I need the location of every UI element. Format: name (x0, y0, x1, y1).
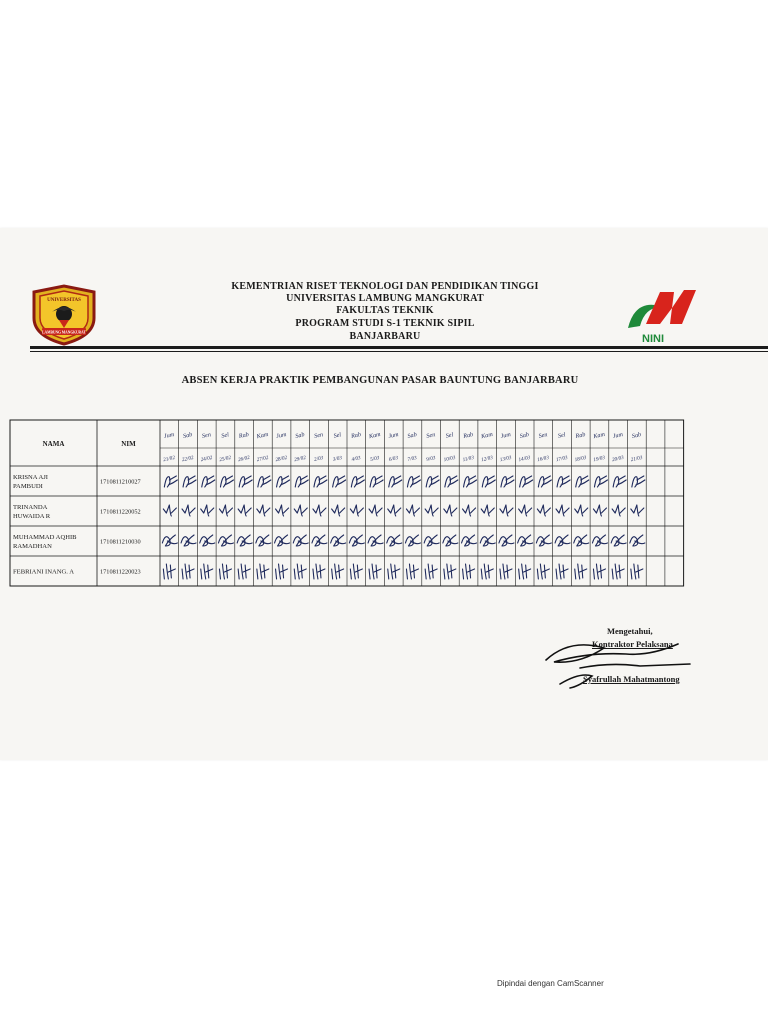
signature-febriani-icon (481, 564, 493, 579)
signature-aqhib-icon (536, 535, 551, 546)
letterhead-university: UNIVERSITAS LAMBUNG MANGKURAT (286, 293, 484, 304)
signature-krisna-icon (351, 476, 364, 487)
day-label: Jum (612, 431, 624, 441)
signature-aqhib-icon (275, 535, 290, 546)
date-label: 20/03 (611, 454, 625, 464)
date-label: 28/02 (274, 454, 288, 464)
signature-aqhib-icon (293, 535, 308, 546)
signature-trinanda-icon (257, 505, 270, 516)
date-label: 4/03 (351, 455, 362, 463)
signature-aqhib-icon (592, 535, 607, 546)
signature-krisna-icon (482, 476, 495, 487)
signature-krisna-icon (295, 476, 308, 487)
signature-febriani-icon (294, 564, 306, 579)
signature-aqhib-icon (630, 535, 645, 546)
signature-aqhib-icon (331, 535, 346, 546)
letterhead-ministry: KEMENTRIAN RISET TEKNOLOGI DAN PENDIDIKAN TINGGI (231, 281, 539, 292)
date-label: 6/03 (388, 455, 399, 463)
letterhead-city: BANJARBARU (349, 331, 421, 342)
signature-aqhib-icon (424, 535, 439, 546)
signature-trinanda-icon (332, 505, 345, 516)
letterhead-faculty: FAKULTAS TEKNIK (336, 305, 434, 316)
signature-krisna-icon (538, 476, 551, 487)
date-label: 17/03 (555, 454, 569, 464)
signature-krisna-icon (594, 476, 607, 487)
date-label: 26/02 (237, 454, 251, 464)
date-label: 24/02 (200, 454, 213, 464)
date-label: 9/03 (425, 455, 437, 463)
date-label: 7/03 (407, 455, 418, 463)
day-label: Sab (631, 431, 642, 440)
signature-febriani-icon (463, 564, 475, 579)
acknowledgement-name: Syafrullah Mahatmantong (583, 674, 680, 684)
signature-krisna-icon (202, 476, 215, 487)
signature-krisna-icon (277, 476, 290, 487)
signature-aqhib-icon (387, 535, 402, 546)
signature-krisna-icon (407, 476, 420, 487)
date-label: 2/03 (313, 455, 324, 463)
day-label: Sen (313, 431, 324, 440)
row-nim: 1710811210030 (100, 538, 141, 546)
signature-febriani-icon (388, 564, 400, 579)
row-name: TRINANDA (13, 504, 48, 511)
row-name: RAMADHAN (13, 543, 52, 550)
signature-krisna-icon (501, 476, 514, 487)
signature-trinanda-icon (425, 505, 438, 516)
signature-supervisor-icon (540, 628, 700, 698)
signature-aqhib-icon (162, 535, 177, 546)
signature-aqhib-icon (499, 535, 514, 546)
signature-trinanda-icon (406, 505, 419, 516)
day-label: Rab (350, 431, 362, 440)
day-label: Sab (406, 431, 418, 440)
day-label: Kam (256, 430, 269, 441)
day-label: Sel (445, 431, 454, 440)
signature-trinanda-icon (294, 505, 307, 516)
signature-trinanda-icon (463, 505, 476, 516)
signature-aqhib-icon (405, 535, 420, 546)
row-name: HUWAIDA R (13, 513, 51, 520)
signature-febriani-icon (406, 564, 418, 579)
signature-trinanda-icon (350, 505, 363, 516)
signature-trinanda-icon (444, 505, 457, 516)
signature-krisna-icon (557, 476, 570, 487)
signature-trinanda-icon (313, 505, 326, 516)
row-name: FEBRIANI INANG. A (13, 568, 74, 576)
day-label: Kam (480, 430, 494, 441)
company-logo-icon (626, 286, 768, 346)
date-label: 25/02 (218, 454, 232, 464)
signature-aqhib-icon (218, 535, 233, 546)
signature-febriani-icon (182, 564, 194, 579)
signature-krisna-icon (613, 476, 626, 487)
signature-febriani-icon (276, 564, 288, 579)
date-label: 21/03 (630, 454, 644, 464)
signature-aqhib-icon (237, 535, 252, 546)
date-label: 19/03 (592, 454, 606, 464)
signature-febriani-icon (612, 564, 624, 579)
date-label: 21/02 (162, 454, 176, 464)
signature-aqhib-icon (555, 535, 570, 546)
signature-krisna-icon (314, 476, 327, 487)
signature-febriani-icon (556, 564, 568, 579)
row-name: PAMBUDI (13, 483, 43, 490)
signature-krisna-icon (464, 476, 477, 487)
date-label: 18/03 (574, 454, 587, 464)
signature-krisna-icon (445, 476, 458, 487)
signature-febriani-icon (537, 564, 549, 579)
date-label: 22/02 (181, 454, 195, 464)
signature-trinanda-icon (238, 505, 251, 516)
university-seal-icon (28, 284, 100, 346)
signature-febriani-icon (238, 564, 250, 579)
signature-trinanda-icon (388, 505, 401, 516)
signature-trinanda-icon (519, 505, 532, 516)
day-label: Rab (238, 431, 250, 440)
signature-febriani-icon (332, 564, 344, 579)
day-label: Jum (499, 431, 512, 441)
signature-aqhib-icon (181, 535, 196, 546)
letterhead-rule-thin (30, 351, 768, 352)
signature-aqhib-icon (349, 535, 364, 546)
signature-trinanda-icon (500, 505, 513, 516)
signature-krisna-icon (370, 476, 383, 487)
signature-aqhib-icon (574, 535, 589, 546)
signature-trinanda-icon (575, 505, 588, 516)
signature-krisna-icon (258, 476, 271, 487)
signature-aqhib-icon (518, 535, 533, 546)
signature-aqhib-icon (480, 535, 495, 546)
document-title: ABSEN KERJA PRAKTIK PEMBANGUNAN PASAR BAUNTUNG BANJARBARU (181, 375, 579, 386)
signature-aqhib-icon (200, 535, 215, 546)
day-label: Kam (368, 430, 382, 441)
signature-febriani-icon (425, 564, 437, 579)
day-label: Sel (557, 431, 567, 440)
date-label: 10/03 (443, 454, 457, 464)
date-label: 29/02 (293, 454, 307, 464)
day-label: Rab (462, 431, 474, 440)
signature-febriani-icon (313, 564, 325, 579)
signature-febriani-icon (519, 564, 531, 579)
day-label: Sab (294, 431, 306, 440)
signature-krisna-icon (576, 476, 589, 487)
attendance-table (0, 410, 768, 600)
signature-febriani-icon (257, 564, 269, 579)
signature-aqhib-icon (443, 535, 458, 546)
signature-trinanda-icon (201, 505, 214, 516)
acknowledgement-role: Kontraktor Pelaksana (592, 639, 673, 649)
signature-krisna-icon (164, 476, 177, 487)
day-label: Jum (163, 431, 175, 441)
signature-trinanda-icon (481, 505, 494, 516)
day-label: Sab (519, 431, 530, 440)
signature-febriani-icon (219, 564, 231, 579)
signature-trinanda-icon (537, 505, 550, 516)
seal-ribbon-text: LAMBUNG MANGKURAT (42, 330, 86, 335)
date-label: 27/02 (256, 454, 270, 464)
signature-trinanda-icon (163, 505, 176, 516)
date-label: 13/03 (499, 454, 513, 464)
signature-febriani-icon (369, 564, 381, 579)
signature-aqhib-icon (312, 535, 327, 546)
signature-febriani-icon (163, 564, 175, 579)
signature-febriani-icon (500, 564, 512, 579)
signature-aqhib-icon (611, 535, 626, 546)
day-label: Sen (425, 431, 436, 440)
row-nim: 1710811220023 (100, 568, 141, 576)
signature-aqhib-icon (462, 535, 477, 546)
date-label: 16/03 (536, 454, 550, 464)
row-name: MUHAMMAD AQHIB (13, 534, 77, 541)
signature-febriani-icon (444, 564, 456, 579)
acknowledgement-label: Mengetahui, (607, 626, 653, 636)
date-label: 12/03 (480, 454, 494, 464)
signature-trinanda-icon (556, 505, 569, 516)
signature-trinanda-icon (219, 505, 232, 516)
scanner-watermark: Dipindai dengan CamScanner (497, 979, 604, 988)
date-label: 3/03 (332, 455, 343, 463)
seal-arc-text: UNIVERSITAS (47, 298, 81, 303)
signature-trinanda-icon (369, 505, 382, 516)
signature-trinanda-icon (612, 505, 625, 516)
day-label: Jum (387, 431, 400, 441)
signature-krisna-icon (426, 476, 439, 487)
date-label: 5/03 (369, 455, 380, 463)
signature-febriani-icon (631, 564, 643, 579)
signature-krisna-icon (520, 476, 533, 487)
signature-krisna-icon (389, 476, 402, 487)
row-name: KRISNA AJI (13, 474, 48, 481)
signature-krisna-icon (183, 476, 196, 487)
signature-krisna-icon (239, 476, 252, 487)
day-label: Sel (332, 431, 342, 440)
day-label: Rab (574, 431, 587, 440)
letterhead-rule-thick (30, 346, 768, 349)
signature-febriani-icon (350, 564, 362, 579)
day-label: Jum (275, 431, 288, 441)
date-label: 11/03 (462, 454, 475, 464)
row-nim: 1710811220052 (100, 508, 141, 516)
signature-trinanda-icon (631, 505, 644, 516)
day-label: Kam (592, 430, 606, 441)
signature-trinanda-icon (276, 505, 289, 516)
company-logo-text: NINI (642, 333, 664, 345)
signature-febriani-icon (201, 564, 213, 579)
signature-febriani-icon (575, 564, 587, 579)
letterhead-program: PROGRAM STUDI S-1 TEKNIK SIPIL (295, 318, 475, 329)
day-label: Sab (182, 431, 194, 440)
signature-aqhib-icon (256, 535, 271, 546)
signature-krisna-icon (632, 476, 645, 487)
signature-aqhib-icon (368, 535, 383, 546)
header-name: NAMA (42, 440, 65, 448)
signature-krisna-icon (220, 476, 233, 487)
day-label: Sel (220, 431, 230, 440)
row-nim: 1710811210027 (100, 478, 141, 486)
day-label: Sen (201, 431, 212, 440)
day-label: Sen (537, 431, 549, 440)
signature-trinanda-icon (593, 505, 606, 516)
signature-trinanda-icon (182, 505, 195, 516)
signature-febriani-icon (593, 564, 605, 579)
date-label: 14/03 (518, 454, 531, 464)
header-nim: NIM (121, 440, 136, 448)
signature-krisna-icon (333, 476, 346, 487)
